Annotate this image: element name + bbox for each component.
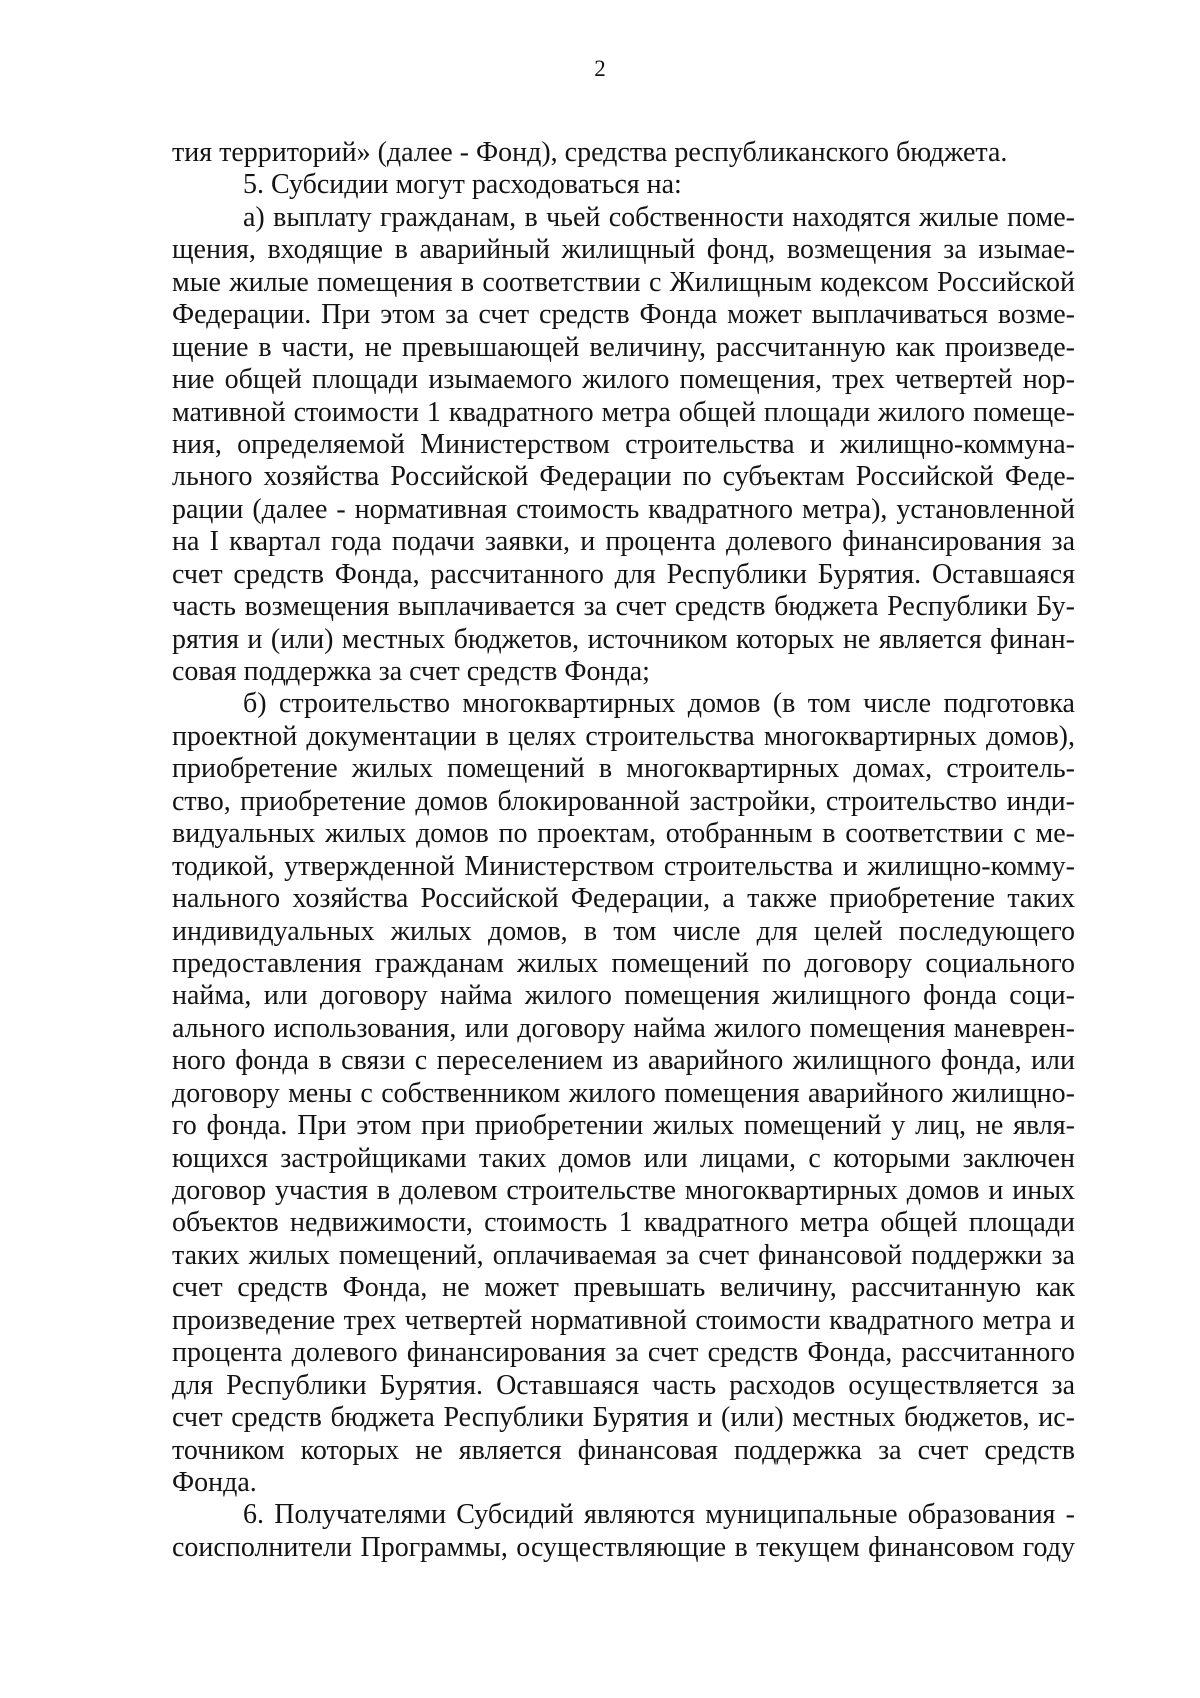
text-line: ство, приобретение домов блокированной застройки, строительство инди-: [172, 785, 1075, 817]
text-line: произведение трех четвертей нормативной стоимости квадратного метра и: [172, 1304, 1075, 1336]
text-line: а) выплату гражданам, в чьей собственности находятся жилые поме-: [243, 201, 1075, 233]
text-line: видуальных жилых домов по проектам, отобранным в соответствии с ме-: [172, 818, 1075, 850]
text-line: щение в части, не превышающей величину, рассчитанную как произведе-: [172, 331, 1075, 363]
text-line: счет средств Фонда, рассчитанного для Республики Бурятия. Оставшаяся: [172, 558, 1075, 590]
text-line: Федерации. При этом за счет средств Фонда может выплачиваться возме-: [172, 299, 1075, 331]
text-line: соисполнители Программы, осуществляющие в текущем финансовом году: [172, 1531, 1075, 1563]
text-line: счет средств Фонда, не может превышать величину, рассчитанную как: [172, 1272, 1075, 1304]
text-line: часть возмещения выплачивается за счет средств бюджета Республики Бу-: [172, 591, 1075, 623]
text-line: проектной документации в целях строительства многоквартирных домов),: [172, 720, 1075, 752]
text-line: б) строительство многоквартирных домов (в том числе подготовка: [243, 688, 1075, 720]
text-line: Фонда.: [172, 1466, 257, 1498]
text-line: нального хозяйства Российской Федерации, а также приобретение таких: [172, 883, 1075, 915]
text-line: ние общей площади изымаемого жилого помещения, трех четвертей нор-: [172, 364, 1075, 396]
text-line: на I квартал года подачи заявки, и процента долевого финансирования за: [172, 526, 1075, 558]
text-line: договор участия в долевом строительстве многоквартирных домов и иных: [172, 1175, 1075, 1206]
text-line: счет средств бюджета Республики Бурятия и (или) местных бюджетов, ис-: [172, 1402, 1075, 1434]
text-line: ального использования, или договору найма жилого помещения маневрен-: [172, 1012, 1075, 1044]
text-line: приобретение жилых помещений в многоквартирных домах, строитель-: [172, 753, 1075, 785]
text-line: ющихся застройщиками таких домов или лицами, с которыми заключен: [172, 1142, 1075, 1174]
text-line: рятия и (или) местных бюджетов, источником которых не является финан-: [172, 623, 1075, 655]
text-line: точником которых не является финансовая поддержка за счет средств: [172, 1434, 1075, 1466]
text-line: ния, определяемой Министерством строительства и жилищно-коммуна-: [172, 428, 1075, 460]
text-line: 5. Субсидии могут расходоваться на:: [243, 169, 682, 201]
text-line: щения, входящие в аварийный жилищный фонд, возмещения за изымае-: [172, 234, 1075, 266]
page-number: 2: [594, 56, 606, 81]
text-line: совая поддержка за счет средств Фонда;: [172, 656, 650, 687]
text-line: мые жилые помещения в соответствии с Жилищным кодексом Российской: [172, 266, 1075, 298]
text-line: льного хозяйства Российской Федерации по субъектам Российской Феде-: [172, 461, 1075, 493]
text-line: таких жилых помещений, оплачиваемая за счет финансовой поддержки за: [172, 1239, 1075, 1271]
text-line: тодикой, утвержденной Министерством строительства и жилищно-комму-: [172, 850, 1075, 882]
text-line: рации (далее - нормативная стоимость квадратного метра), установленной: [172, 493, 1075, 525]
text-line: 6. Получателями Субсидий являются муниципальные образования -: [243, 1499, 1075, 1531]
text-line: процента долевого финансирования за счет средств Фонда, рассчитанного: [172, 1337, 1075, 1369]
text-line: предоставления гражданам жилых помещений по договору социального: [172, 947, 1075, 979]
text-line: индивидуальных жилых домов, в том числе для целей последующего: [172, 915, 1075, 947]
text-line: мативной стоимости 1 квадратного метра общей площади жилого помеще-: [172, 396, 1075, 428]
text-line: для Республики Бурятия. Оставшаяся часть расходов осуществляется за: [172, 1369, 1075, 1401]
text-line: объектов недвижимости, стоимость 1 квадратного метра общей площади: [172, 1207, 1075, 1239]
document-body: [172, 137, 1075, 1564]
text-line: ного фонда в связи с переселением из аварийного жилищного фонда, или: [172, 1045, 1075, 1077]
text-line: договору мены с собственником жилого помещения аварийного жилищно-: [172, 1077, 1075, 1109]
text-line: найма, или договору найма жилого помещения жилищного фонда соци-: [172, 980, 1075, 1012]
text-line: тия территорий» (далее - Фонд), средства республиканского бюджета.: [172, 137, 1008, 168]
text-line: го фонда. При этом при приобретении жилых помещений у лиц, не явля-: [172, 1110, 1075, 1142]
